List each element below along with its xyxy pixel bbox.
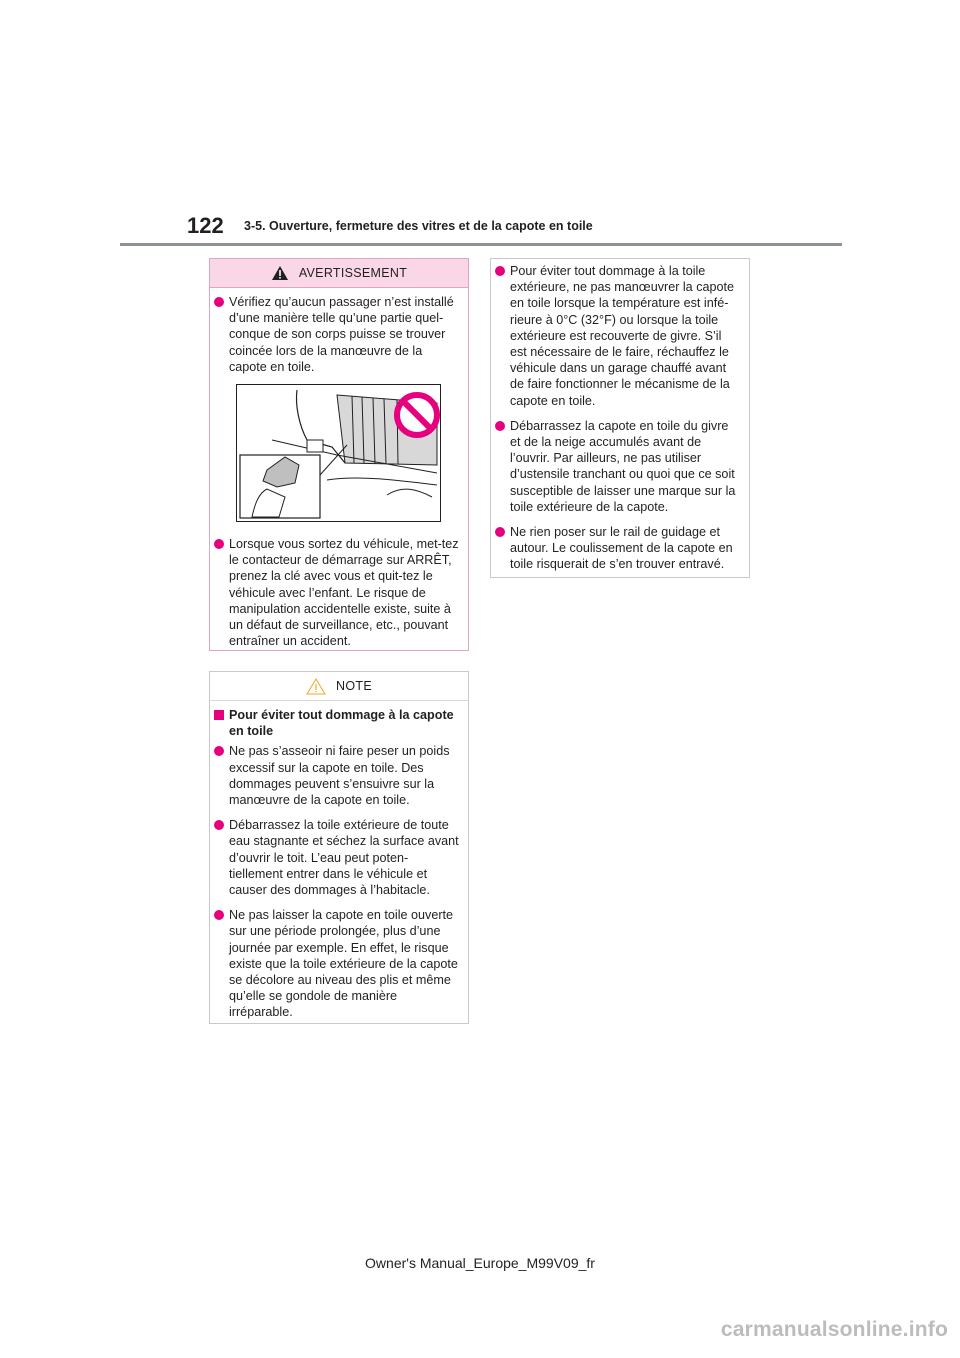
bullet-icon bbox=[214, 910, 224, 920]
note-title: NOTE bbox=[336, 679, 372, 693]
note-heading: Pour éviter tout dommage à la capote en toile bbox=[218, 707, 460, 739]
watermark: carmanualsonline.info bbox=[720, 1318, 948, 1341]
bullet-icon bbox=[495, 527, 505, 537]
section-title: 3-5. Ouverture, fermeture des vitres et de la capote en toile bbox=[244, 219, 593, 233]
page-number: 122 bbox=[187, 213, 224, 238]
roof-hazard-drawing bbox=[237, 385, 440, 521]
convertible-roof-illustration bbox=[236, 384, 441, 522]
warning-item: Lorsque vous sortez du véhicule, met-tez le contacteur de démarrage sur ARRÊT, prenez la clé avec vous et quit-tez le véhicule avec l’enfant. Le risque de manipulation accidentelle existe, suite à un défaut de surveillance, etc., pouvant entraîner un accident. bbox=[218, 536, 460, 649]
continued-item: Ne rien poser sur le rail de guidage et autour. Le coulissement de la capote en toile risquerait de s’en trouver entravé. bbox=[499, 524, 741, 573]
warning-title: AVERTISSEMENT bbox=[298, 266, 408, 280]
bullet-icon bbox=[214, 820, 224, 830]
bullet-icon bbox=[214, 297, 224, 307]
warning-item: Vérifiez qu’aucun passager n’est installé d’une manière telle qu’une partie quel-conque de son corps puisse se trouver coincée lors de la manœuvre de la capote en toile. bbox=[218, 294, 460, 375]
note-box bbox=[209, 671, 469, 1024]
bullet-icon bbox=[214, 539, 224, 549]
bullet-icon bbox=[214, 746, 224, 756]
note-item: Ne pas laisser la capote en toile ouverte sur une période prolongée, plus d’une journée par exemple. En effet, le risque existe que la toile extérieure de la capote se décolore au niveau des plis et même qu’elle se gondole de manière irréparable. bbox=[218, 907, 460, 1020]
note-header bbox=[210, 672, 468, 701]
continued-box bbox=[490, 258, 750, 578]
footer-text: Owner's Manual_Europe_M99V09_fr bbox=[365, 1255, 595, 1271]
caution-triangle-icon bbox=[306, 678, 326, 695]
square-bullet-icon bbox=[214, 710, 224, 720]
warning-box bbox=[209, 258, 469, 651]
bullet-icon bbox=[495, 266, 505, 276]
warning-triangle-icon bbox=[271, 265, 289, 281]
bullet-icon bbox=[495, 421, 505, 431]
note-item: Ne pas s’asseoir ni faire peser un poids excessif sur la capote en toile. Des dommages peuvent s’ensuivre sur la manœuvre de la capote en toile. bbox=[218, 743, 460, 808]
header-rule bbox=[120, 243, 842, 246]
continued-item: Débarrassez la capote en toile du givre et de la neige accumulés avant de l’ouvrir. Par ailleurs, ne pas utiliser d’ustensile tranchant ou quoi que ce soit susceptible de laisser une marque sur la toile extérieure de la capote. bbox=[499, 418, 741, 515]
continued-item: Pour éviter tout dommage à la toile extérieure, ne pas manœuvrer la capote en toile lorsque la température est infé-rieure à 0°C (32°F) ou lorsque la toile extérieure est recouverte de givre. S’il est nécessaire de le faire, réchauffez le véhicule dans un garage chauffé avant de faire fonctionner le mécanisme de la capote en toile. bbox=[499, 263, 741, 409]
note-item: Débarrassez la toile extérieure de toute eau stagnante et séchez la surface avant d’ouvrir le toit. L’eau peut poten-tiellement entrer dans le véhicule et causer des dommages à l’habitacle. bbox=[218, 817, 460, 898]
warning-header bbox=[210, 259, 468, 288]
